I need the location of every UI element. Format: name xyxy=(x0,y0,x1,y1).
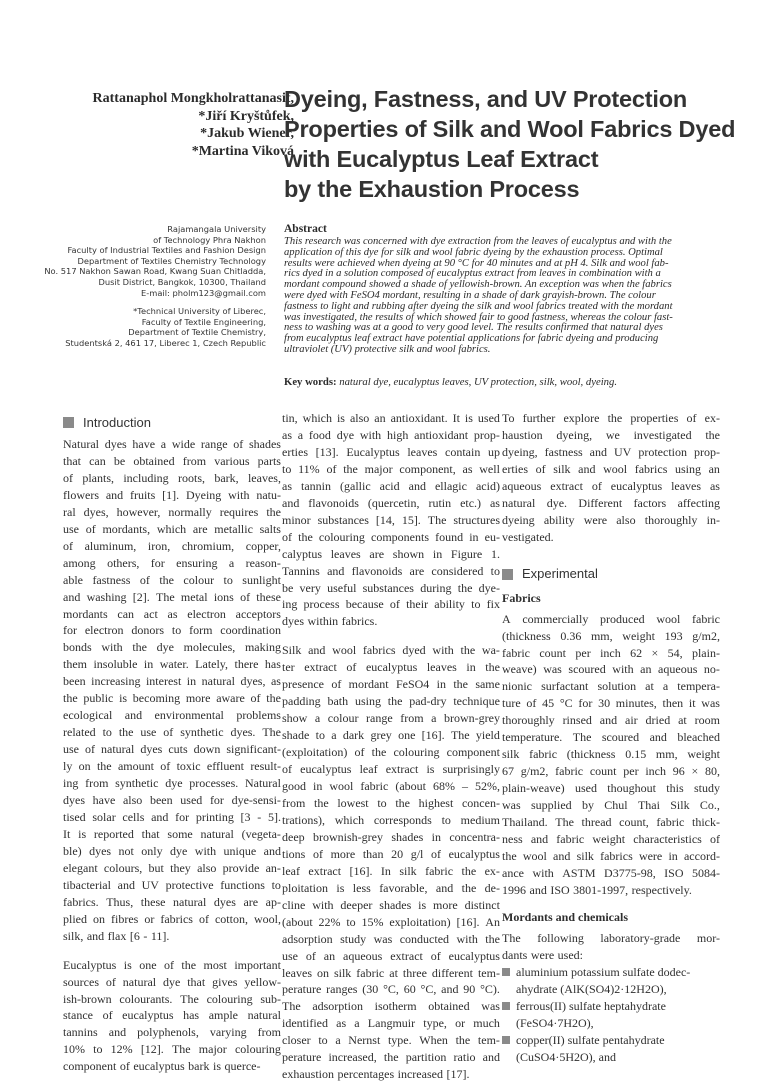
text-line: among others, for ensuring a reason- xyxy=(63,555,281,570)
text-line: (CuSO4·5H2O), and xyxy=(516,1049,616,1064)
abstract-line: was investigated, the results of which showed fair to good fastness, whereas the colour fast- xyxy=(284,311,673,323)
text-line: ahydrate (AlK(SO4)2·12H2O), xyxy=(516,981,667,996)
text-line: ecological and environmental problems xyxy=(63,708,281,723)
affiliation-line: Faculty of Textile Engineering, xyxy=(141,316,266,327)
text-line: Silk and wool fabrics dyed with the wa- xyxy=(282,643,500,658)
affiliation-line: *Technical University of Liberec, xyxy=(133,306,266,316)
text-line: Tannins and flavonoids are considered to xyxy=(282,563,500,578)
text-line: silk, and flax [6 - 11]. xyxy=(63,928,170,943)
text-line: related to the use of synthetic dyes. The xyxy=(63,725,281,740)
affiliation-rmutp xyxy=(20,224,266,298)
affiliation-line: E-mail: pholm123@gmail.com xyxy=(141,287,266,298)
text-line: ble) dyes not only dye with unique and xyxy=(63,843,281,858)
text-line: deep brownish-grey shades in concentra- xyxy=(282,829,500,844)
text-line: ly on the amount of toxic effluent result- xyxy=(63,759,281,774)
text-line: dyes have also been used for dye-sensi- xyxy=(63,793,281,808)
text-line: Natural dyes have a wide range of shades xyxy=(63,437,281,451)
text-line: minor substances [14, 15]. The structures xyxy=(282,512,500,527)
text-line: ish-brown colourants. The colouring sub- xyxy=(63,991,281,1006)
text-line: fabrics. Thus, these natural dyes are ap- xyxy=(63,894,281,909)
abstract-line: were dyed with FeSO4 mordant, resulting in a shade of dark grayish-brown. The colour xyxy=(284,289,656,301)
abstract-line: results were achieved when dyeing at 90 °C for 40 minutes and at pH 4. Silk and wool fab- xyxy=(284,257,669,269)
bullet-square-icon xyxy=(502,1002,510,1010)
text-line: (FeSO4·7H2O), xyxy=(516,1015,594,1030)
section-title: Introduction xyxy=(83,414,151,430)
text-line: use of natural dyes cuts down significant- xyxy=(63,742,281,757)
text-line: dants were used: xyxy=(502,947,584,962)
bullet-square-icon xyxy=(502,968,510,976)
abstract-line: fastness to light and rubbing after dyeing the silk and wool fabrics treated with the mordant xyxy=(284,300,673,312)
text-line: (about 22% to 15% exploitation) [16]. An xyxy=(282,914,500,929)
text-line: weave) was scoured with an aqueous no- xyxy=(502,662,720,677)
column-3-paragraph-1 xyxy=(502,410,720,546)
text-line: adsorption study was conducted with the xyxy=(282,931,500,946)
mordant-list xyxy=(502,964,720,1066)
subheading-fabrics: Fabrics xyxy=(502,590,541,605)
abstract-line: ness to washing was at a good to very good level. The results confirmed that natural dyes xyxy=(284,322,663,334)
text-line: 67 g/m2, fabric count per inch 96 × 80, xyxy=(502,764,720,779)
text-line: ploitation is less favorable, and the de- xyxy=(282,880,500,895)
abstract-line: application of this dye for silk and wool fabric dyeing by the exhaustion process. Optimal xyxy=(284,246,663,258)
text-line: able fastness of the colour to sunlight xyxy=(63,572,281,587)
affiliation-line: Dusit District, Bangkok, 10300, Thailand xyxy=(98,276,266,287)
abstract-line: from eucalyptus leaf extract have potential applications for fabric dyeing and producing xyxy=(284,333,659,345)
text-line: To further explore the properties of ex- xyxy=(502,411,720,425)
title-line: by the Exhaustion Process xyxy=(284,176,580,202)
text-line: 1996 and ISO 3801-1997, respectively. xyxy=(502,882,692,897)
text-line: use of mordants, which are metallic salts xyxy=(63,521,281,536)
keywords-text: natural dye, eucalyptus leaves, UV protection, silk, wool, dyeing. xyxy=(339,376,618,388)
text-line: leaf extract [16]. In silk fabric the ex- xyxy=(282,863,500,878)
text-line: of aluminum, iron, chromium, copper, xyxy=(63,538,281,553)
text-line: ral dyes, however, normally requires the xyxy=(63,504,281,519)
text-line: perature increased, the partition ratio and xyxy=(282,1050,500,1065)
text-line: ness and fabric weight characteristics of xyxy=(502,832,720,847)
affiliation-line: No. 517 Nakhon Sawan Road, Kwang Suan Chitladda, xyxy=(44,266,266,277)
text-line: flowers and fruits [1]. Dyeing with natu- xyxy=(63,487,281,502)
subheading-mordants: Mordants and chemicals xyxy=(502,909,628,924)
text-line: aluminium potassium sulfate dodec- xyxy=(516,964,691,979)
author-name: *Jiří Kryštůfek, xyxy=(198,108,294,124)
text-line: bonds with the dye molecules, making xyxy=(63,640,281,655)
abstract-heading: Abstract xyxy=(284,223,327,235)
affiliation-line: of Technology Phra Nakhon xyxy=(153,234,266,245)
text-line: exhaustion percentages increased [17]. xyxy=(282,1067,470,1082)
text-line: haustion dyeing, we investigated the xyxy=(502,427,720,442)
text-line: tin, which is also an antioxidant. It is used xyxy=(282,411,500,425)
section-marker-icon xyxy=(63,417,74,428)
text-line: erties [13]. Eucalyptus leaves contain up xyxy=(282,444,500,459)
text-line: ance with ASTM D3775-98, ISO 5084- xyxy=(502,865,720,880)
abstract-line: This research was concerned with dye extraction from the leaves of eucalyptus and with the xyxy=(284,236,672,247)
intro-paragraph-1 xyxy=(63,436,281,945)
abstract-line: mordant compound showed a shade of yellowish-brown. An exception was when the fabrics xyxy=(284,279,672,291)
paper-title xyxy=(284,84,754,204)
bullet-square-icon xyxy=(502,1036,510,1044)
title-line: Properties of Silk and Wool Fabrics Dyed xyxy=(284,116,736,142)
text-line: identified as a Langmuir type, or much xyxy=(282,1016,500,1031)
text-line: stance of eucalyptus has ample natural xyxy=(63,1008,281,1023)
text-line: that can be obtained from various parts xyxy=(63,453,281,468)
column-3 xyxy=(502,410,720,1065)
text-line: the public is becoming more aware of the xyxy=(63,691,281,706)
keywords-label: Key words: xyxy=(284,376,337,388)
mordants-intro xyxy=(502,930,720,964)
text-line: ferrous(II) sulfate heptahydrate xyxy=(516,998,666,1013)
text-line: padding bath using the pad-dry technique xyxy=(282,694,500,709)
text-line: from the lowest to the highest concen- xyxy=(282,795,500,810)
abstract-line: rics dyed in a solution composed of eucalyptus extract from leaves in combination with a xyxy=(284,268,661,280)
text-line: trations), which corresponds to medium xyxy=(282,812,500,827)
text-line: be very useful substances during the dye- xyxy=(282,580,500,595)
section-title: Experimental xyxy=(522,566,598,582)
text-line: dyeing ability were also thoroughly in- xyxy=(502,512,720,527)
text-line: Thailand. The thread count, fabric thick- xyxy=(502,815,720,830)
text-line: natural dye. Different factors affecting xyxy=(502,495,720,510)
text-line: for electron donors to form coordination xyxy=(63,623,281,638)
column-1 xyxy=(63,436,281,1075)
text-line: the wool and silk fabrics were in accord- xyxy=(502,848,720,863)
text-line: temperature. The scoured and bleached xyxy=(502,730,720,745)
text-line: use of an aqueous extract of eucalyptus xyxy=(282,948,500,963)
text-line: Eucalyptus is one of the most important xyxy=(63,957,281,972)
fabrics-paragraph xyxy=(502,611,720,899)
mordant-list-item xyxy=(502,998,720,1032)
text-line: and flavonoids (quercetin, rutin etc.) as xyxy=(282,495,500,510)
text-line: component of eucalyptus bark is querce- xyxy=(63,1059,261,1074)
section-heading-introduction xyxy=(63,413,151,431)
abstract-body xyxy=(284,237,752,356)
column-2-paragraph-1 xyxy=(282,410,500,630)
text-line: leaves on silk fabric at three different tem- xyxy=(282,965,500,980)
text-line: elegant colours, but they also provide an- xyxy=(63,860,281,875)
affiliation-line: Department of Textile Chemistry, xyxy=(128,327,266,338)
affiliation-liberec xyxy=(20,306,266,348)
text-line: thoroughly rinsed and air dried at room xyxy=(502,713,720,728)
text-line: good in wool fabric (about 68% – 52%, xyxy=(282,779,500,794)
mordant-list-item xyxy=(502,964,720,998)
text-line: show a colour range from a brown-grey xyxy=(282,711,500,726)
text-line: nionic surfactant solution at a tempera- xyxy=(502,679,720,694)
author-name: *Jakub Wiener, xyxy=(200,126,294,141)
text-line: of the colouring components found in eu- xyxy=(282,529,500,544)
text-line: fabric count per inch 62 × 54, plain- xyxy=(502,645,720,660)
text-line: tions of more than 20 g/l of eucalyptus xyxy=(282,846,500,861)
text-line: plain-weave) used thoughout this study xyxy=(502,781,720,796)
text-line: ing process because of their ability to fix xyxy=(282,597,500,612)
text-line: The adsorption isotherm obtained was xyxy=(282,999,500,1014)
column-2-paragraph-2 xyxy=(282,642,500,1083)
text-line: tannins and polyphenols, varying from xyxy=(63,1025,281,1040)
text-line: sources of natural dye that gives yellow- xyxy=(63,974,281,989)
text-line: dyeing, fastness and UV protection prop- xyxy=(502,444,720,459)
section-heading-experimental xyxy=(502,566,720,584)
text-line: erties of silk and wool fabrics using an xyxy=(502,461,720,476)
text-line: to 11% of the major component, as well xyxy=(282,461,500,476)
text-line: presence of mordant FeSO4 in the same xyxy=(282,677,500,692)
column-2 xyxy=(282,410,500,1083)
author-name: Rattanaphol Mongkholrattanasit, xyxy=(92,91,294,106)
text-line: (thickness 0.36 mm, weight 193 g/m2, xyxy=(502,628,720,643)
text-line: ter extract of eucalyptus leaves in the xyxy=(282,660,500,675)
title-line: Dyeing, Fastness, and UV Protection xyxy=(284,86,688,112)
text-line: vestigated. xyxy=(502,529,554,544)
text-line: 10% to 12% [12]. The major colouring xyxy=(63,1042,281,1057)
text-line: as tannin (gallic acid and ellagic acid) xyxy=(282,478,500,493)
text-line: and washing [2]. The metal ions of these xyxy=(63,589,281,604)
text-line: ture of 45 °C for 30 minutes, then it was xyxy=(502,696,720,711)
text-line: copper(II) sulfate pentahydrate xyxy=(516,1032,665,1047)
affiliation-line: Department of Textiles Chemistry Technology xyxy=(77,255,266,266)
text-line: mordants can act as electron acceptors xyxy=(63,606,281,621)
author-name: *Martina Viková xyxy=(191,143,294,159)
text-line: tised solar cells and for printing [3 - 5]. xyxy=(63,809,281,824)
text-line: (exploitation) of the colouring component xyxy=(282,745,500,760)
text-line: perature ranges (30 °C, 60 °C, and 90 °C). xyxy=(282,982,500,997)
text-line: been increasing interest in natural dyes, as xyxy=(63,674,281,689)
text-line: was supplied by Chul Thai Silk Co., xyxy=(502,798,720,813)
intro-paragraph-2 xyxy=(63,957,281,1076)
text-line: calyptus leaves are shown in Figure 1. xyxy=(282,546,500,561)
keywords xyxy=(284,376,617,388)
text-line: them insoluble in water. Lately, there has xyxy=(63,657,281,672)
text-line: dyes within fabrics. xyxy=(282,614,378,629)
text-line: shade to a dark grey one [16]. The yield xyxy=(282,728,500,743)
affiliation-line: Studentská 2, 461 17, Liberec 1, Czech Republic xyxy=(65,337,266,348)
mordant-list-item xyxy=(502,1032,720,1066)
text-line: as a food dye with high antioxidant prop- xyxy=(282,427,500,442)
text-line: It is reported that some natural (vegeta- xyxy=(63,826,281,841)
text-line: closer to a Nernst type. When the tem- xyxy=(282,1033,500,1048)
text-line: cline with deeper shades is more distinct xyxy=(282,897,500,912)
affiliation-line: Rajamangala University xyxy=(167,224,266,234)
text-line: of plants, including roots, bark, leaves, xyxy=(63,470,281,485)
text-line: of eucalyptus leaf extract is surprisingly xyxy=(282,762,500,777)
abstract-line: ultraviolet (UV) protective silk and wool fabrics. xyxy=(284,343,491,355)
text-line: plied on fibres or fabrics of cotton, wool, xyxy=(63,911,281,926)
text-line: tibacterial and UV protective functions to xyxy=(63,877,281,892)
text-line: aqueous extract of eucalyptus leaves as xyxy=(502,478,720,493)
text-line: The following laboratory-grade mor- xyxy=(502,930,720,945)
title-line: with Eucalyptus Leaf Extract xyxy=(284,146,599,172)
text-line: ing from synthetic dye processes. Natural xyxy=(63,776,281,791)
section-marker-icon xyxy=(502,569,513,580)
text-line: silk fabric (thickness 0.15 mm, weight xyxy=(502,747,720,762)
affiliation-line: Faculty of Industrial Textiles and Fashion Design xyxy=(67,245,266,256)
author-list xyxy=(20,90,294,160)
text-line: A commercially produced wool fabric xyxy=(502,611,720,626)
